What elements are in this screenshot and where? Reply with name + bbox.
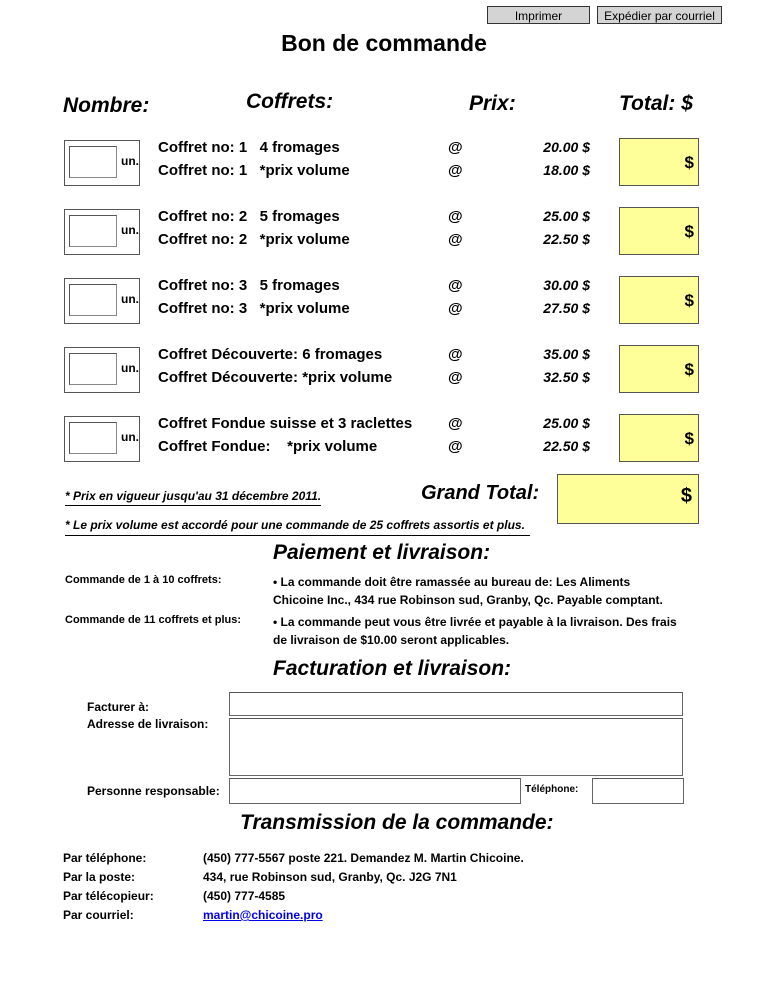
quantity-box [64,140,140,186]
validity-note: * Prix en vigueur jusqu'au 31 décembre 2011. [65,489,321,506]
price-volume: 18.00 $ [543,162,590,178]
transmission-label-phone: Par téléphone: [63,851,147,865]
bill-to-field[interactable] [229,692,683,716]
unit-label: un. [121,223,139,237]
at-symbol: @ [448,208,463,225]
row-total-field[interactable] [619,345,699,393]
row-total-field[interactable] [619,138,699,186]
payment-text: • La commande peut vous être livrée et payable à la livraison. Des frais de livraison de $10.00 seront applicables. [273,615,677,647]
item-line-1: Coffret no: 1 4 fromages [158,139,340,156]
unit-label: un. [121,154,139,168]
unit-label: un. [121,430,139,444]
price-volume: 22.50 $ [543,438,590,454]
quantity-box [64,347,140,393]
quantity-box [64,209,140,255]
payment-title: Paiement et livraison: [273,541,491,564]
currency-symbol: $ [684,360,694,379]
at-symbol: @ [448,415,463,432]
at-symbol: @ [448,162,463,179]
transmission-label-fax: Par télécopieur: [63,889,154,903]
item-line-1: Coffret no: 3 5 fromages [158,277,340,294]
unit-label: un. [121,361,139,375]
price-volume: 32.50 $ [543,369,590,385]
page-title: Bon de commande [281,30,487,56]
payment-label: Commande de 1 à 10 coffrets: [65,574,222,586]
at-symbol: @ [448,231,463,248]
at-symbol: @ [448,346,463,363]
header-coffrets: Coffrets: [246,90,334,113]
billing-title: Facturation et livraison: [273,657,512,680]
item-line-1: Coffret Découverte: 6 fromages [158,346,383,363]
item-line-1: Coffret no: 2 5 fromages [158,208,340,225]
ship-to-field[interactable] [229,718,683,776]
transmission-title: Transmission de la commande: [240,811,554,834]
quantity-input[interactable] [69,284,117,316]
row-total-field[interactable] [619,207,699,255]
phone-field[interactable] [592,778,684,804]
currency-symbol: $ [684,153,694,172]
item-line-2: Coffret no: 1 *prix volume [158,162,350,179]
transmission-label-email: Par courriel: [63,908,134,922]
phone-label: Téléphone: [525,784,579,795]
quantity-box [64,416,140,462]
currency-symbol: $ [684,429,694,448]
email-button[interactable]: Expédier par courriel [597,6,722,24]
payment-label: Commande de 11 coffrets et plus: [65,614,242,626]
payment-text: • La commande doit être ramassée au bureau de: Les Aliments Chicoine Inc., 434 rue Robinson sud, Granby, Qc. Payable comptant. [273,575,663,607]
bill-to-label: Facturer à: [87,700,150,714]
at-symbol: @ [448,300,463,317]
grand-total-field[interactable] [557,474,699,524]
row-total-field[interactable] [619,414,699,462]
quantity-box [64,278,140,324]
person-field[interactable] [229,778,521,804]
header-prix: Prix: [469,92,516,115]
print-button[interactable]: Imprimer [487,6,590,24]
price-volume: 22.50 $ [543,231,590,247]
price-regular: 20.00 $ [543,139,590,155]
item-line-2: Coffret no: 2 *prix volume [158,231,350,248]
currency-symbol: $ [680,485,692,507]
at-symbol: @ [448,438,463,455]
item-line-2: Coffret Fondue: *prix volume [158,438,378,455]
quantity-input[interactable] [69,353,117,385]
currency-symbol: $ [684,291,694,310]
price-regular: 35.00 $ [543,346,590,362]
quantity-input[interactable] [69,146,117,178]
at-symbol: @ [448,139,463,156]
transmission-post: 434, rue Robinson sud, Granby, Qc. J2G 7N1 [203,870,457,884]
header-total: Total: $ [619,92,693,115]
item-line-2: Coffret Découverte: *prix volume [158,369,393,386]
price-regular: 25.00 $ [543,208,590,224]
price-volume: 27.50 $ [543,300,590,316]
row-total-field[interactable] [619,276,699,324]
currency-symbol: $ [684,222,694,241]
at-symbol: @ [448,369,463,386]
price-regular: 25.00 $ [543,415,590,431]
item-line-1: Coffret Fondue suisse et 3 raclettes [158,415,413,432]
person-label: Personne responsable: [87,784,220,798]
ship-to-label: Adresse de livraison: [87,717,209,731]
transmission-phone: (450) 777-5567 poste 221. Demandez M. Martin Chicoine. [203,851,524,865]
unit-label: un. [121,292,139,306]
price-regular: 30.00 $ [543,277,590,293]
transmission-label-post: Par la poste: [63,870,136,884]
email-link[interactable]: martin@chicoine.pro [203,908,323,922]
transmission-fax: (450) 777-4585 [203,889,286,903]
grand-total-label: Grand Total: [421,482,540,504]
header-nombre: Nombre: [63,94,150,117]
item-line-2: Coffret no: 3 *prix volume [158,300,350,317]
at-symbol: @ [448,277,463,294]
volume-note: * Le prix volume est accordé pour une commande de 25 coffrets assortis et plus. [65,518,530,536]
quantity-input[interactable] [69,215,117,247]
quantity-input[interactable] [69,422,117,454]
